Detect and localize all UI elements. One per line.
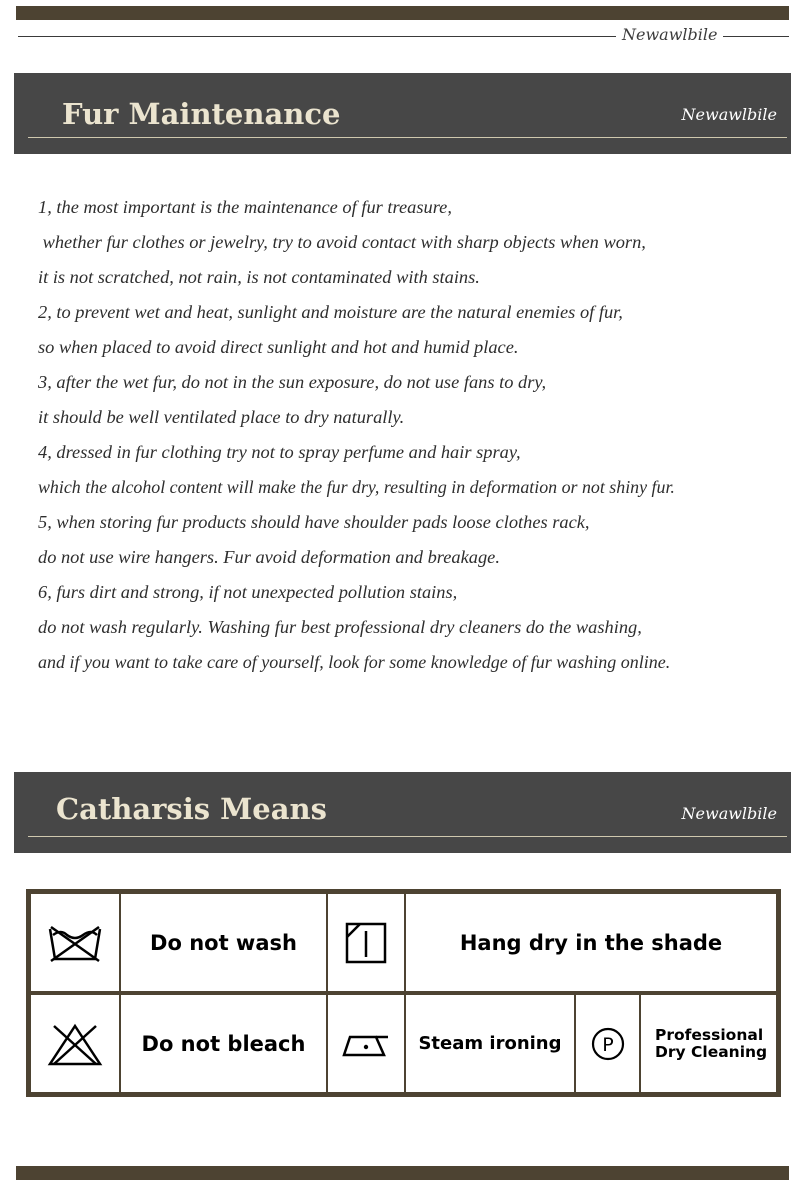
catharsis-means-header (14, 772, 791, 853)
bottom-decorative-bar (16, 1166, 789, 1180)
text-line: which the alcohol content will make the fur dry, resulting in deformation or not shiny fur. (38, 477, 675, 497)
text-line: whether fur clothes or jewelry, try to avoid contact with sharp objects when worn, (38, 232, 646, 252)
steam-ironing-label: Steam ironing (418, 1033, 562, 1054)
text-line: do not wash regularly. Washing fur best professional dry cleaners do the washing, (38, 617, 642, 637)
dry-in-shade-icon (328, 894, 404, 991)
do-not-wash-cell (121, 894, 326, 991)
text-line: it should be well ventilated place to dry naturally. (38, 407, 405, 427)
section-rule (28, 137, 787, 138)
text-line: 3, after the wet fur, do not in the sun exposure, do not use fans to dry, (38, 372, 547, 392)
text-line: 2, to prevent wet and heat, sunlight and moisture are the natural enemies of fur, (38, 302, 623, 322)
hang-dry-cell (406, 894, 776, 991)
do-not-wash-icon (31, 894, 119, 991)
do-not-bleach-icon (31, 995, 119, 1092)
text-line: do not use wire hangers. Fur avoid deformation and breakage. (38, 547, 500, 567)
steam-ironing-cell (406, 995, 574, 1092)
section-brand: Newawlbile (681, 105, 777, 124)
professional-label: Professional Dry Cleaning (655, 1025, 768, 1061)
text-line: 6, furs dirt and strong, if not unexpected pollution stains, (38, 582, 458, 602)
care-symbols-table (26, 889, 781, 1097)
text-line: 4, dressed in fur clothing try not to spray perfume and hair spray, (38, 442, 521, 462)
text-line: it is not scratched, not rain, is not contaminated with stains. (38, 267, 480, 287)
iron-icon (328, 995, 404, 1092)
section-title: Fur Maintenance (62, 97, 341, 131)
hang-dry-label: Hang dry in the shade (459, 930, 723, 955)
professional-dry-clean-icon (576, 995, 639, 1092)
text-line: 5, when storing fur products should have shoulder pads loose clothes rack, (38, 512, 590, 532)
do-not-bleach-cell (121, 995, 326, 1092)
text-line: so when placed to avoid direct sunlight and hot and humid place. (38, 337, 519, 357)
section-brand: Newawlbile (681, 804, 777, 823)
text-line: 1, the most important is the maintenance of fur treasure, (38, 197, 452, 217)
maintenance-text (38, 190, 788, 680)
fur-maintenance-header (14, 73, 791, 154)
section-title: Catharsis Means (56, 792, 327, 826)
do-not-bleach-label: Do not bleach (141, 1031, 306, 1056)
section-rule (28, 836, 787, 837)
professional-cell (641, 995, 776, 1092)
brand-signature: Newawlbile (616, 25, 723, 44)
text-line: and if you want to take care of yourself, look for some knowledge of fur washing online. (38, 652, 671, 672)
professional-glyph: P (601, 1033, 614, 1056)
do-not-wash-label: Do not wash (150, 930, 297, 955)
top-decorative-bar (16, 6, 789, 20)
